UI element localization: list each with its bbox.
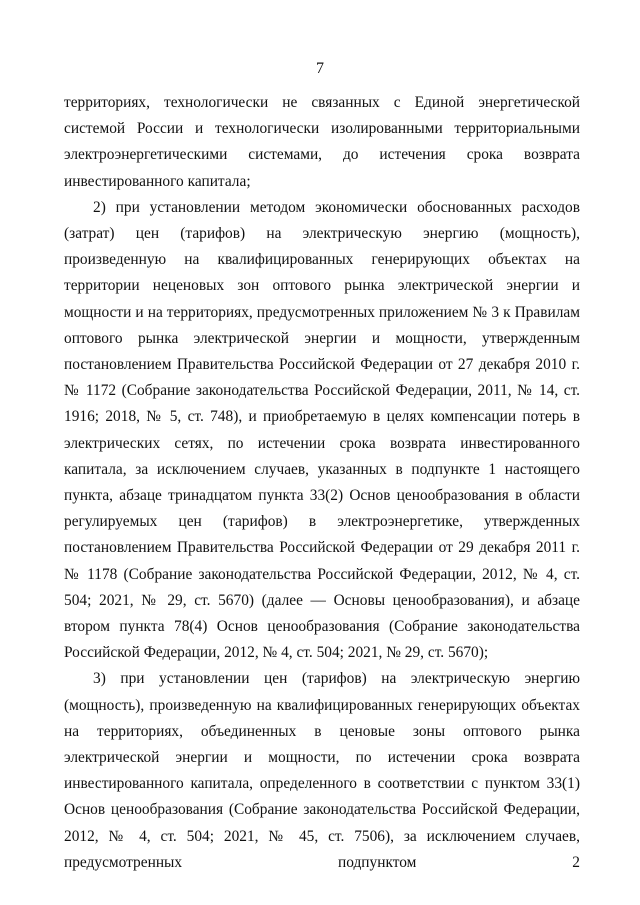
document-body (64, 90, 580, 876)
paragraph-item-2: 2) при установлении методом экономически обоснованных расходов (затрат) цен (тарифов) на электрическую энергию (мощность), произведенную на квалифицированных генерирующих объектах на территории неценовых зон оптового рынка электрической энергии и мощности и на территориях, предусмотренных приложением № 3 к Правилам оптового рынка электрической энергии и мощности, утвержденным постановлением Правительства Российской Федерации от 27 декабря 2010 г. № 1172 (Собрание законодательства Российской Федерации, 2011, № 14, ст. 1916; 2018, № 5, ст. 748), и приобретаемую в целях компенсации потерь в электрических сетях, по истечении срока возврата инвестированного капитала, за исключением случаев, указанных в подпункте 1 настоящего пункта, абзаце тринадцатом пункта 33(2) Основ ценообразования в области регулируемых цен (тарифов) в электроэнергетике, утвержденных постановлением Правительства Российской Федерации от 29 декабря 2011 г. № 1178 (Собрание законодательства Российской Федерации, 2012, № 4, ст. 504; 2021, № 29, ст. 5670) (далее — Основы ценообразования), и абзаце втором пункта 78(4) Основ ценообразования (Собрание законодательства Российской Федерации, 2012, № 4, ст. 504; 2021, № 29, ст. 5670); (64, 198, 580, 662)
page-number: 7 (316, 60, 324, 77)
paragraph-item-3: 3) при установлении цен (тарифов) на электрическую энергию (мощность), произведенную на квалифицированных генерирующих объектах на территориях, объединенных в ценовые зоны оптового рынка электрической энергии и мощности, по истечении срока возврата инвестированного капитала, определенного в соответствии с пунктом 33(1) Основ ценообразования (Собрание законодательства Российской Федерации, 2012, № 4, ст. 504; 2021, № 45, ст. 7506), за исключением случаев, предусмотренных подпунктом 2 (64, 670, 580, 871)
paragraph-continuation: территориях, технологически не связанных с Единой энергетической системой России и технологически изолированными территориальными электроэнергетическими системами, до истечения срока возврата инвестированного капитала; (64, 94, 580, 190)
